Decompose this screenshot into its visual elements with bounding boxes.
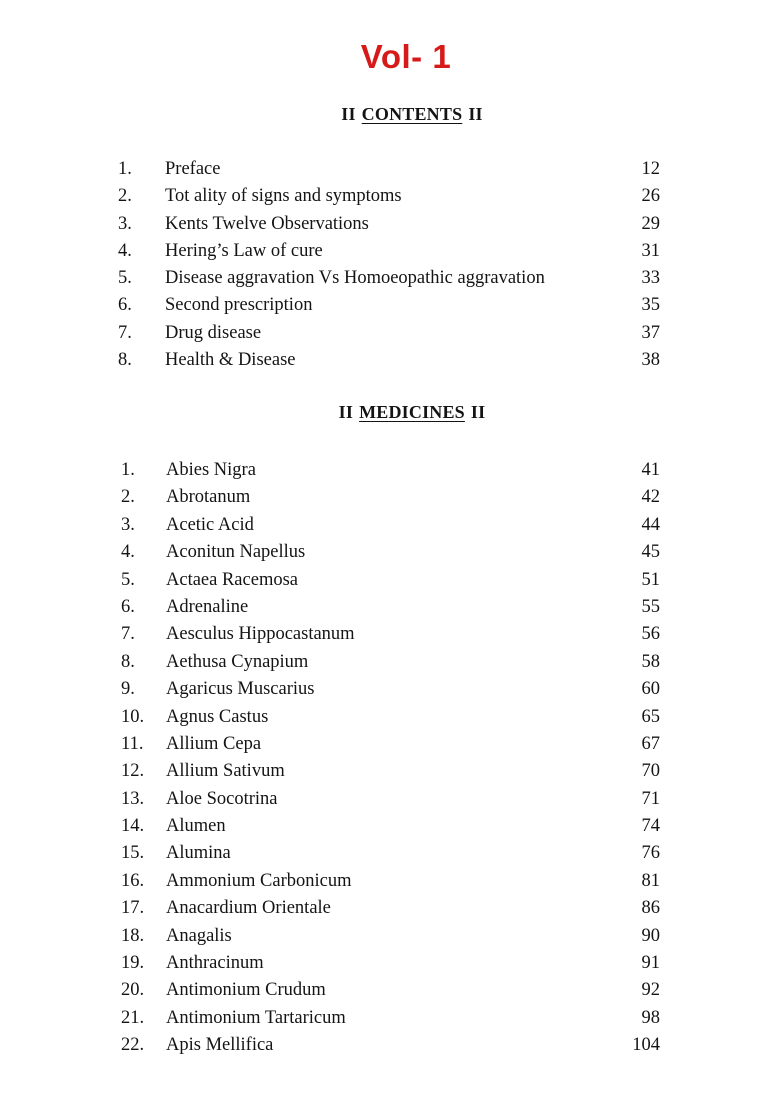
entry-number: 20.	[121, 980, 145, 1001]
medicines-entry	[0, 484, 780, 511]
entry-number: 7.	[121, 624, 135, 645]
entry-page-number: 90	[641, 925, 660, 946]
entry-page-number: 65	[641, 706, 660, 727]
entry-title: Abies Nigra	[166, 460, 256, 480]
contents-entry	[0, 211, 780, 238]
entry-number: 9.	[121, 679, 135, 700]
medicines-entry	[0, 649, 780, 676]
entry-number: 11.	[121, 733, 144, 754]
medicines-entry	[0, 950, 780, 977]
entry-number: 7.	[118, 322, 132, 343]
entry-page-number: 38	[641, 350, 660, 371]
entry-number: 22.	[121, 1035, 145, 1056]
entry-number: 12.	[121, 761, 145, 782]
entry-title: Antimonium Crudum	[166, 980, 326, 1001]
entry-title: Anacardium Orientale	[166, 898, 331, 919]
entry-title: Adrenaline	[166, 596, 249, 617]
entry-page-number: 91	[641, 953, 660, 974]
entry-number: 2.	[121, 487, 135, 508]
entry-number: 14.	[121, 816, 145, 837]
entry-number: 6.	[121, 596, 135, 617]
entry-title: Preface	[165, 159, 221, 179]
entry-title: Allium Cepa	[166, 733, 262, 754]
contents-entry	[0, 183, 780, 210]
entry-number: 4.	[121, 542, 135, 563]
medicines-entry	[0, 457, 780, 484]
entry-number: 3.	[121, 514, 135, 535]
entry-number: 2.	[118, 186, 132, 207]
contents-entry	[0, 320, 780, 347]
entry-number: 16.	[121, 870, 145, 891]
entry-title: Apis Mellifica	[166, 1035, 274, 1056]
entry-page-number: 51	[641, 569, 660, 590]
entry-page-number: 41	[641, 460, 660, 480]
medicines-entry	[0, 1005, 780, 1032]
volume-title: Vol- 1	[360, 38, 452, 75]
entry-title: Disease aggravation Vs Homoeopathic aggravation	[165, 268, 545, 289]
entry-page-number: 35	[641, 295, 660, 316]
medicines-entry	[0, 704, 780, 731]
entry-page-number: 60	[641, 679, 660, 700]
entry-title: Antimonium Tartaricum	[166, 1007, 346, 1028]
entry-page-number: 56	[641, 624, 660, 645]
medicines-entry	[0, 813, 780, 840]
medicines-heading-left-marker: II	[338, 402, 354, 422]
entry-title: Abrotanum	[166, 487, 251, 508]
medicines-entry	[0, 840, 780, 867]
entry-page-number: 67	[641, 733, 660, 754]
contents-heading-label: CONTENTS	[361, 104, 463, 124]
entry-title: Aethusa Cynapium	[166, 651, 309, 672]
entry-title: Alumina	[166, 843, 231, 864]
contents-heading-left-marker: II	[341, 104, 356, 124]
medicines-list	[0, 457, 780, 1060]
entry-page-number: 33	[641, 268, 660, 289]
entry-page-number: 45	[641, 542, 660, 563]
medicines-entry	[0, 868, 780, 895]
contents-entry	[0, 156, 780, 183]
entry-page-number: 26	[641, 186, 660, 207]
entry-page-number: 55	[641, 596, 660, 617]
contents-entry	[0, 238, 780, 265]
entry-page-number: 58	[641, 651, 660, 672]
medicines-entry	[0, 539, 780, 566]
entry-title: Hering’s Law of cure	[165, 240, 323, 261]
entry-number: 15.	[121, 843, 145, 864]
medicines-entry	[0, 1032, 780, 1059]
entry-page-number: 98	[641, 1007, 660, 1028]
entry-title: Allium Sativum	[166, 761, 285, 782]
contents-list	[0, 156, 780, 374]
medicines-entry	[0, 731, 780, 758]
entry-number: 3.	[118, 213, 132, 234]
entry-number: 1.	[118, 159, 132, 179]
entry-number: 8.	[118, 350, 132, 371]
entry-page-number: 74	[641, 816, 660, 837]
entry-number: 4.	[118, 240, 132, 261]
entry-number: 8.	[121, 651, 135, 672]
entry-page-number: 42	[641, 487, 660, 508]
entry-page-number: 71	[641, 788, 660, 809]
entry-page-number: 76	[641, 843, 660, 864]
entry-page-number: 31	[641, 240, 660, 261]
entry-number: 18.	[121, 925, 145, 946]
entry-page-number: 70	[641, 761, 660, 782]
entry-page-number: 92	[641, 980, 660, 1001]
entry-title: Anthracinum	[166, 953, 264, 974]
medicines-heading-label: MEDICINES	[359, 402, 465, 422]
entry-page-number: 12	[641, 159, 660, 179]
entry-title: Kents Twelve Observations	[165, 213, 369, 234]
entry-title: Drug disease	[165, 322, 262, 343]
entry-title: Actaea Racemosa	[166, 569, 298, 590]
entry-number: 10.	[121, 706, 145, 727]
contents-entry	[0, 265, 780, 292]
entry-title: Tot ality of signs and symptoms	[165, 186, 402, 207]
entry-title: Aconitun Napellus	[166, 542, 306, 563]
entry-number: 21.	[121, 1007, 145, 1028]
entry-title: Aesculus Hippocastanum	[166, 624, 355, 645]
contents-heading-right-marker: II	[468, 104, 483, 124]
medicines-entry	[0, 977, 780, 1004]
entry-title: Agaricus Muscarius	[166, 679, 315, 700]
medicines-entry	[0, 758, 780, 785]
medicines-entry	[0, 567, 780, 594]
entry-number: 13.	[121, 788, 145, 809]
medicines-entry	[0, 786, 780, 813]
medicines-entry	[0, 923, 780, 950]
medicines-heading-right-marker: II	[470, 402, 486, 422]
entry-number: 17.	[121, 898, 145, 919]
entry-page-number: 81	[641, 870, 660, 891]
contents-heading	[0, 104, 780, 125]
entry-page-number: 29	[641, 213, 660, 234]
entry-page-number: 86	[641, 898, 660, 919]
entry-number: 1.	[121, 460, 135, 480]
medicines-entry	[0, 594, 780, 621]
entry-page-number: 44	[641, 514, 660, 535]
entry-title: Ammonium Carbonicum	[166, 870, 352, 891]
entry-title: Agnus Castus	[166, 706, 269, 727]
entry-number: 5.	[121, 569, 135, 590]
entry-title: Second prescription	[165, 295, 313, 316]
entry-title: Aloe Socotrina	[166, 788, 278, 809]
medicines-entry	[0, 895, 780, 922]
entry-page-number: 37	[641, 322, 660, 343]
medicines-heading	[0, 402, 780, 423]
medicines-entry	[0, 621, 780, 648]
medicines-entry	[0, 512, 780, 539]
entry-number: 19.	[121, 953, 145, 974]
entry-page-number: 104	[632, 1035, 660, 1056]
entry-title: Health & Disease	[165, 350, 296, 371]
contents-entry	[0, 292, 780, 319]
contents-entry	[0, 347, 780, 374]
entry-title: Alumen	[166, 816, 226, 837]
entry-title: Acetic Acid	[166, 514, 254, 535]
entry-title: Anagalis	[166, 925, 232, 946]
entry-number: 6.	[118, 295, 132, 316]
entry-number: 5.	[118, 268, 132, 289]
medicines-entry	[0, 676, 780, 703]
